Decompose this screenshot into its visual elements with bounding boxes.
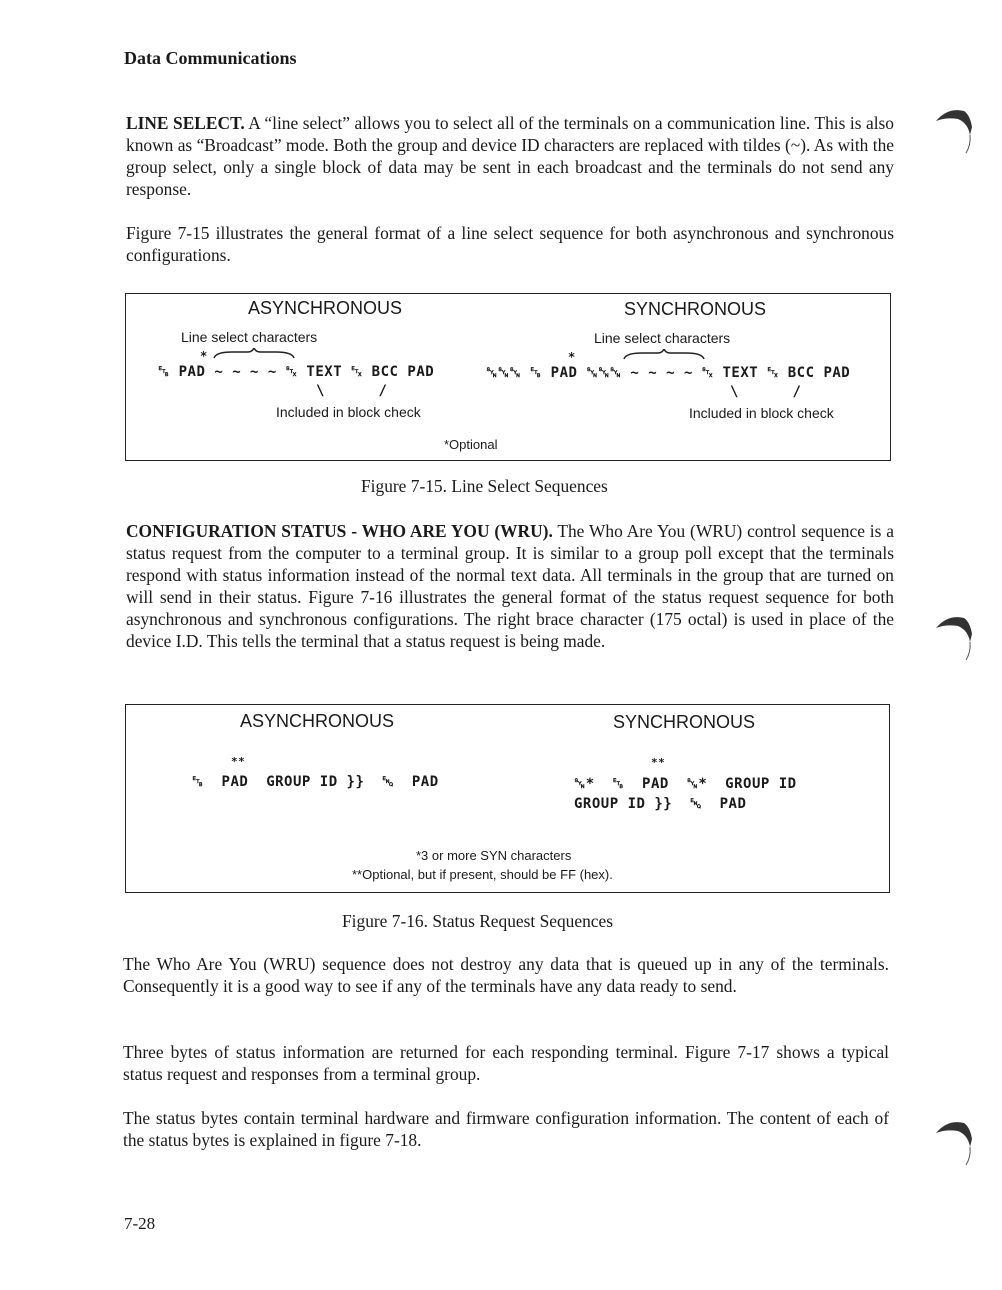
fig715-async-sequence: ␗ PAD ~ ~ ~ ~ ␂ TEXT ␃ BCC PAD — [158, 364, 435, 380]
fig716-async-stars: ** — [231, 755, 246, 768]
running-header: Data Communications — [124, 48, 297, 68]
fig716-sync-title: SYNCHRONOUS — [613, 712, 756, 732]
fig715-sync-brace-icon — [622, 349, 706, 361]
paragraph-status-content: The status bytes contain terminal hardware and firmware configuration information. The content of each of the status bytes is explained in figure 7-18. — [123, 1108, 889, 1150]
fig715-async-check: Included in block check — [276, 404, 421, 420]
fig715-async-optional-star: * — [200, 349, 208, 363]
binder-hole-icon — [934, 1117, 972, 1167]
fig715-async-slashes: \ / — [316, 383, 388, 399]
fig715-sync-sequence: ␖␖␖ ␗ PAD ␖␖␖ ~ ~ ~ ~ ␂ TEXT ␃ BCC PAD — [486, 365, 851, 381]
paragraph-status-bytes: Three bytes of status information are returned for each responding terminal. Figure 7-17 shows a typical status request and responses from a terminal group. — [123, 1042, 889, 1084]
wru-body: The Who Are You (WRU) control sequence is a status request from the computer to a terminal group. It is similar to a group poll except that the terminals respond with status information instead of the normal text data. All terminals in the group that are turned on will send in their status. Figure 7-16 illustrates the general format of the status request sequence for both asynchronous and synchronous configurations. The right brace character (175 octal) is used in place of the device I.D. This tells the terminal that a status request is being made. — [126, 521, 894, 651]
fig715-async-title: ASYNCHRONOUS — [248, 298, 403, 318]
fig716-sync-sequence-line1: ␖* ␗ PAD ␖* GROUP ID — [574, 776, 797, 792]
fig715-sync-optional-star: * — [568, 350, 576, 364]
fig716-note-2: **Optional, but if present, should be FF (hex). — [352, 867, 613, 882]
fig716-sync-stars: ** — [651, 756, 666, 769]
fig716-note-1: *3 or more SYN characters — [416, 848, 572, 863]
fig715-async-brace-icon — [212, 348, 296, 360]
fig715-sync-title: SYNCHRONOUS — [624, 299, 767, 319]
fig715-async-label: Line select characters — [181, 329, 318, 345]
fig715-note: *Optional — [444, 437, 498, 452]
paragraph-fig715-intro: Figure 7-15 illustrates the general format of a line select sequence for both asynchronous and synchronous configurations. — [126, 223, 894, 265]
paragraph-wru-data: The Who Are You (WRU) sequence does not destroy any data that is queued up in any of the terminals. Consequently it is a good way to see if any of the terminals have any data ready to send. — [123, 954, 889, 996]
binder-hole-icon — [934, 612, 972, 662]
fig715-sync-label: Line select characters — [594, 330, 731, 346]
fig715-sync-slashes: \ / — [730, 384, 802, 400]
fig715-sync-check: Included in block check — [689, 405, 834, 421]
line-select-heading: LINE SELECT. — [126, 113, 245, 133]
paragraph-line-select — [126, 112, 894, 200]
paragraph-wru — [126, 520, 894, 652]
fig715-caption: Figure 7-15. Line Select Sequences — [361, 476, 608, 496]
fig716-sync-sequence-line2: GROUP ID }} ␅ PAD — [574, 796, 747, 812]
binder-hole-icon — [934, 105, 972, 155]
fig716-async-sequence: ␗ PAD GROUP ID }} ␅ PAD — [192, 774, 439, 790]
page-number: 7-28 — [124, 1214, 156, 1233]
figure-7-16-box — [125, 704, 890, 893]
wru-heading: CONFIGURATION STATUS - WHO ARE YOU (WRU). — [126, 521, 553, 541]
line-select-body: A “line select” allows you to select all of the terminals on a communication line. This is also known as “Broadcast” mode. Both the group and device ID characters are replaced with tildes (~). As with the group select, only a single block of data may be sent in each broadcast and the terminals do not send any response. — [126, 113, 895, 199]
fig716-caption: Figure 7-16. Status Request Sequences — [342, 911, 613, 931]
fig716-async-title: ASYNCHRONOUS — [240, 711, 395, 731]
